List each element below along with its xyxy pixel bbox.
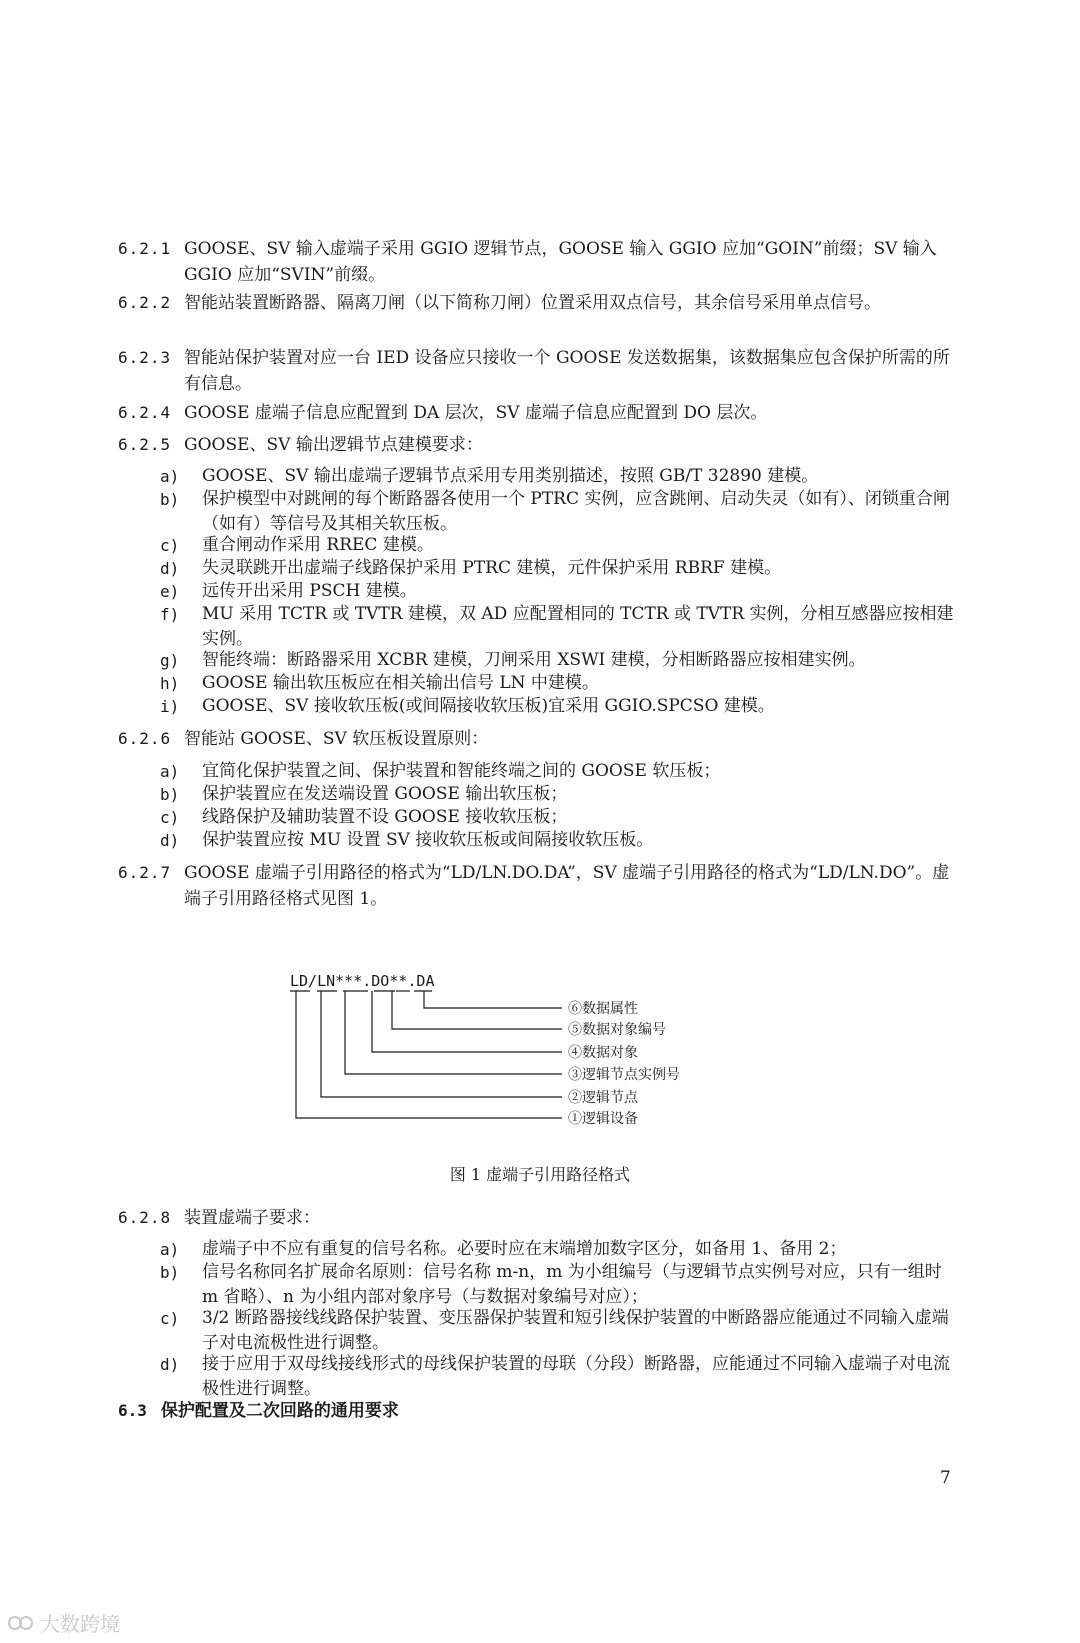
section-number: 6.2.7 (118, 863, 172, 882)
item-text: 失灵联跳开出虚端子线路保护采用 PTRC 建模，元件保护采用 RBRF 建模。 (202, 558, 782, 578)
item-label: i) (160, 697, 180, 716)
item-text: 保护装置应按 MU 设置 SV 接收软压板或间隔接收软压板。 (202, 830, 654, 850)
list-item (160, 579, 960, 604)
item-text: 线路保护及辅助装置不设 GOOSE 接收软压板； (202, 807, 568, 827)
item-label: b) (160, 1263, 180, 1282)
section-6-2-1 (118, 236, 958, 288)
item-label: c) (160, 536, 180, 555)
figure-caption: 图 1 虚端子引用路径格式 (449, 1165, 631, 1184)
section-6-2-8 (118, 1205, 958, 1231)
item-text: 3/2 断路器接线线路保护装置、变压器保护装置和短引线保护装置的中断路器应能通过不同输入虚端子对电流极性进行调整。 (202, 1308, 949, 1353)
watermark-logo-icon (8, 1612, 34, 1634)
section-text: GOOSE 虚端子信息应配置到 DA 层次，SV 虚端子信息应配置到 DO 层次。 (184, 403, 768, 423)
section-number: 6.2.3 (118, 348, 172, 367)
section-6-2-6 (118, 726, 958, 752)
list-item (160, 1306, 960, 1356)
item-label: a) (160, 467, 180, 486)
item-label: b) (160, 785, 180, 804)
section-6-2-5 (118, 432, 958, 458)
page-number: 7 (940, 1468, 951, 1488)
item-text: 宜简化保护装置之间、保护装置和智能终端之间的 GOOSE 软压板； (202, 761, 721, 781)
list-item (160, 828, 960, 853)
section-number: 6.2.4 (118, 403, 172, 422)
section-text: 智能站装置断路器、隔离刀闸（以下简称刀闸）位置采用双点信号，其余信号采用单点信号。 (184, 293, 881, 313)
section-text: GOOSE、SV 输入虚端子采用 GGIO 逻辑节点，GOOSE 输入 GGIO 应加“GOIN”前缀；SV 输入 GGIO 应加“SVIN”前缀。 (184, 239, 937, 285)
list-item (160, 533, 960, 558)
item-label: d) (160, 1355, 180, 1374)
section-number: 6.2.5 (118, 435, 172, 454)
list-item (160, 556, 960, 581)
item-text: GOOSE 输出软压板应在相关输出信号 LN 中建模。 (202, 673, 599, 693)
item-text: 重合闸动作采用 RREC 建模。 (202, 535, 434, 555)
label-data-object: ④数据对象 (568, 1045, 638, 1061)
item-text: 智能终端：断路器采用 XCBR 建模，刀闸采用 XSWI 建模，分相断路器应按相建实例。 (202, 650, 866, 670)
section-number: 6.2.6 (118, 729, 172, 748)
section-text: GOOSE 虚端子引用路径的格式为“LD/LN.DO.DA”，SV 虚端子引用路径的格式为“LD/LN.DO”。虚端子引用路径格式见图 1。 (184, 863, 950, 909)
item-text: MU 采用 TCTR 或 TVTR 建模，双 AD 应配置相同的 TCTR 或 TVTR 实例，分相互感器应按相建实例。 (202, 604, 954, 649)
section-6-2-7 (118, 860, 958, 912)
list-item (160, 1237, 960, 1262)
section-text: 装置虚端子要求： (184, 1208, 320, 1228)
section-number: 6.2.8 (118, 1208, 172, 1227)
section-text: 智能站 GOOSE、SV 软压板设置原则： (184, 729, 489, 749)
list-item (160, 487, 960, 537)
item-label: d) (160, 559, 180, 578)
section-6-2-4 (118, 400, 958, 426)
label-logical-device: ①逻辑设备 (568, 1111, 638, 1127)
list-item (160, 694, 960, 719)
item-text: 保护装置应在发送端设置 GOOSE 输出软压板； (202, 784, 568, 804)
item-label: c) (160, 808, 180, 827)
item-text: GOOSE、SV 输出虚端子逻辑节点采用专用类别描述，按照 GB/T 32890 建模。 (202, 466, 819, 486)
item-text: 虚端子中不应有重复的信号名称。必要时应在末端增加数字区分，如备用 1、备用 2； (202, 1239, 847, 1259)
reference-path-diagram (290, 968, 750, 1140)
item-label: b) (160, 490, 180, 509)
item-text: 接于应用于双母线接线形式的母线保护装置的母联（分段）断路器，应能通过不同输入虚端子对电流极性进行调整。 (202, 1354, 950, 1399)
list-item (160, 782, 960, 807)
section-6-2-3 (118, 345, 958, 397)
item-text: 远传开出采用 PSCH 建模。 (202, 581, 417, 601)
list-item (160, 602, 960, 652)
item-text: GOOSE、SV 接收软压板(或间隔接收软压板)宜采用 GGIO.SPCSO 建模。 (202, 696, 775, 716)
list-item (160, 648, 960, 673)
label-logical-node-instance: ③逻辑节点实例号 (568, 1067, 680, 1083)
list-item (160, 671, 960, 696)
heading-text: 保护配置及二次回路的通用要求 (160, 1401, 399, 1421)
item-label: f) (160, 605, 180, 624)
watermark (8, 1608, 120, 1637)
path-format-text: LD/LN***.DO**.DA (290, 972, 435, 990)
section-number: 6.2.2 (118, 293, 172, 312)
item-text: 信号名称同名扩展命名原则：信号名称 m-n，m 为小组编号（与逻辑节点实例号对应，只有一组时 m 省略）、n 为小组内部对象序号（与数据对象编号对应）； (202, 1262, 942, 1307)
label-data-object-number: ⑤数据对象编号 (568, 1022, 666, 1038)
item-label: h) (160, 674, 180, 693)
list-item (160, 464, 960, 489)
item-label: g) (160, 651, 180, 670)
list-item (160, 805, 960, 830)
section-number: 6.2.1 (118, 239, 172, 258)
heading-number: 6.3 (118, 1401, 147, 1420)
section-text: GOOSE、SV 输出逻辑节点建模要求： (184, 435, 483, 455)
item-text: 保护模型中对跳闸的每个断路器各使用一个 PTRC 实例，应含跳闸、启动失灵（如有）、闭锁重合闸（如有）等信号及其相关软压板。 (202, 489, 950, 534)
item-label: d) (160, 831, 180, 850)
watermark-text: 大数跨境 (40, 1612, 120, 1636)
item-label: a) (160, 1240, 180, 1259)
list-item (160, 1260, 960, 1310)
section-text: 智能站保护装置对应一台 IED 设备应只接收一个 GOOSE 发送数据集，该数据集应包含保护所需的所有信息。 (184, 348, 950, 394)
section-heading-6-3 (118, 1398, 399, 1424)
section-6-2-2 (118, 290, 958, 316)
diagram-connector-lines (290, 991, 562, 1118)
list-item (160, 759, 960, 784)
list-item (160, 1352, 960, 1402)
item-label: c) (160, 1309, 180, 1328)
item-label: e) (160, 582, 180, 601)
label-logical-node: ②逻辑节点 (568, 1090, 638, 1106)
item-label: a) (160, 762, 180, 781)
label-data-attribute: ⑥数据属性 (568, 1001, 638, 1017)
